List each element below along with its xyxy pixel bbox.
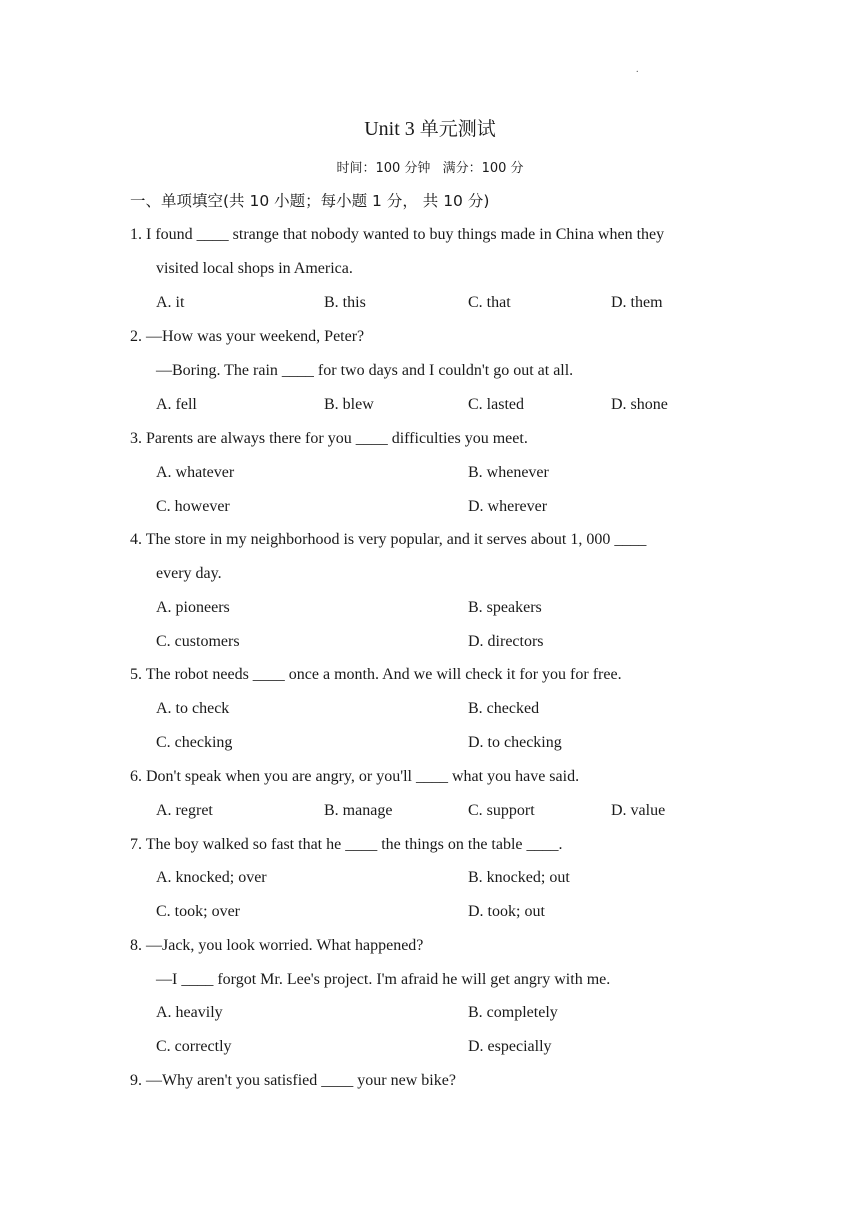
option-b[interactable]: B. knocked; out xyxy=(468,869,570,886)
option-c[interactable]: C. however xyxy=(156,498,230,515)
question-3 xyxy=(130,422,730,456)
question-6 xyxy=(130,760,730,794)
question-stem: 7. The boy walked so fast that he ____ the things on the table ____. xyxy=(130,836,563,853)
title-unit: Unit 3 xyxy=(364,118,415,140)
question-continuation: —I ____ forgot Mr. Lee's project. I'm afraid he will get angry with me. xyxy=(156,971,611,988)
option-d[interactable]: D. them xyxy=(611,294,663,311)
option-b[interactable]: B. blew xyxy=(324,396,374,413)
question-7-options-row2 xyxy=(156,895,730,929)
question-stem: 2. —How was your weekend, Peter? xyxy=(130,328,365,345)
option-d[interactable]: D. to checking xyxy=(468,734,562,751)
option-b[interactable]: B. this xyxy=(324,294,366,311)
exam-score: 满分：100 分 xyxy=(442,161,524,176)
option-d[interactable]: D. especially xyxy=(468,1038,552,1055)
question-4-options-row1 xyxy=(156,591,730,625)
question-7-options-row1 xyxy=(156,861,730,895)
option-d[interactable]: D. wherever xyxy=(468,498,548,515)
exam-meta xyxy=(0,157,860,176)
question-stem: 3. Parents are always there for you ____ difficulties you meet. xyxy=(130,430,528,447)
option-a[interactable]: A. fell xyxy=(156,396,197,413)
option-b[interactable]: B. manage xyxy=(324,802,393,819)
question-3-options-row1 xyxy=(156,456,730,490)
option-c[interactable]: C. support xyxy=(468,802,535,819)
question-8 xyxy=(130,929,730,997)
question-5 xyxy=(130,658,730,692)
question-2-options xyxy=(156,388,730,422)
exam-time: 时间：100 分钟 xyxy=(336,161,431,176)
option-a[interactable]: A. whatever xyxy=(156,464,235,481)
question-stem: 9. —Why aren't you satisfied ____ your new bike? xyxy=(130,1072,456,1089)
question-7 xyxy=(130,828,730,862)
question-5-options-row1 xyxy=(156,692,730,726)
option-c[interactable]: C. customers xyxy=(156,633,240,650)
question-continuation: visited local shops in America. xyxy=(156,260,353,277)
question-5-options-row2 xyxy=(156,726,730,760)
question-stem: 6. Don't speak when you are angry, or you'll ____ what you have said. xyxy=(130,768,580,785)
page-title xyxy=(0,114,860,141)
question-4 xyxy=(130,523,730,591)
header-dot: . xyxy=(636,64,639,75)
question-8-options-row2 xyxy=(156,1030,730,1064)
question-3-options-row2 xyxy=(156,490,730,524)
option-c[interactable]: C. took; over xyxy=(156,903,240,920)
option-d[interactable]: D. shone xyxy=(611,396,668,413)
question-1-options xyxy=(156,286,730,320)
option-c[interactable]: C. lasted xyxy=(468,396,524,413)
option-b[interactable]: B. speakers xyxy=(468,599,542,616)
option-a[interactable]: A. pioneers xyxy=(156,599,230,616)
question-continuation: —Boring. The rain ____ for two days and I couldn't go out at all. xyxy=(156,362,574,379)
option-b[interactable]: B. checked xyxy=(468,700,540,717)
question-6-options xyxy=(156,794,730,828)
option-d[interactable]: D. took; out xyxy=(468,903,545,920)
question-stem: 4. The store in my neighborhood is very popular, and it serves about 1, 000 ____ xyxy=(130,531,647,548)
question-stem: 1. I found ____ strange that nobody wanted to buy things made in China when they xyxy=(130,226,665,243)
option-a[interactable]: A. heavily xyxy=(156,1004,223,1021)
question-8-options-row1 xyxy=(156,996,730,1030)
title-cn: 单元测试 xyxy=(419,118,496,140)
option-c[interactable]: C. checking xyxy=(156,734,233,751)
option-a[interactable]: A. it xyxy=(156,294,185,311)
question-1 xyxy=(130,218,730,286)
option-b[interactable]: B. completely xyxy=(468,1004,558,1021)
question-stem: 5. The robot needs ____ once a month. And we will check it for you for free. xyxy=(130,666,622,683)
option-c[interactable]: C. correctly xyxy=(156,1038,232,1055)
question-9 xyxy=(130,1064,730,1098)
question-2 xyxy=(130,320,730,388)
option-d[interactable]: D. directors xyxy=(468,633,544,650)
question-continuation: every day. xyxy=(156,565,222,582)
option-c[interactable]: C. that xyxy=(468,294,511,311)
option-a[interactable]: A. knocked; over xyxy=(156,869,267,886)
question-stem: 8. —Jack, you look worried. What happened? xyxy=(130,937,424,954)
option-d[interactable]: D. value xyxy=(611,802,666,819)
option-a[interactable]: A. to check xyxy=(156,700,230,717)
option-a[interactable]: A. regret xyxy=(156,802,213,819)
section-heading: 一、单项填空(共 10 小题；每小题 1 分， 共 10 分) xyxy=(130,192,490,210)
option-b[interactable]: B. whenever xyxy=(468,464,549,481)
question-4-options-row2 xyxy=(156,625,730,659)
